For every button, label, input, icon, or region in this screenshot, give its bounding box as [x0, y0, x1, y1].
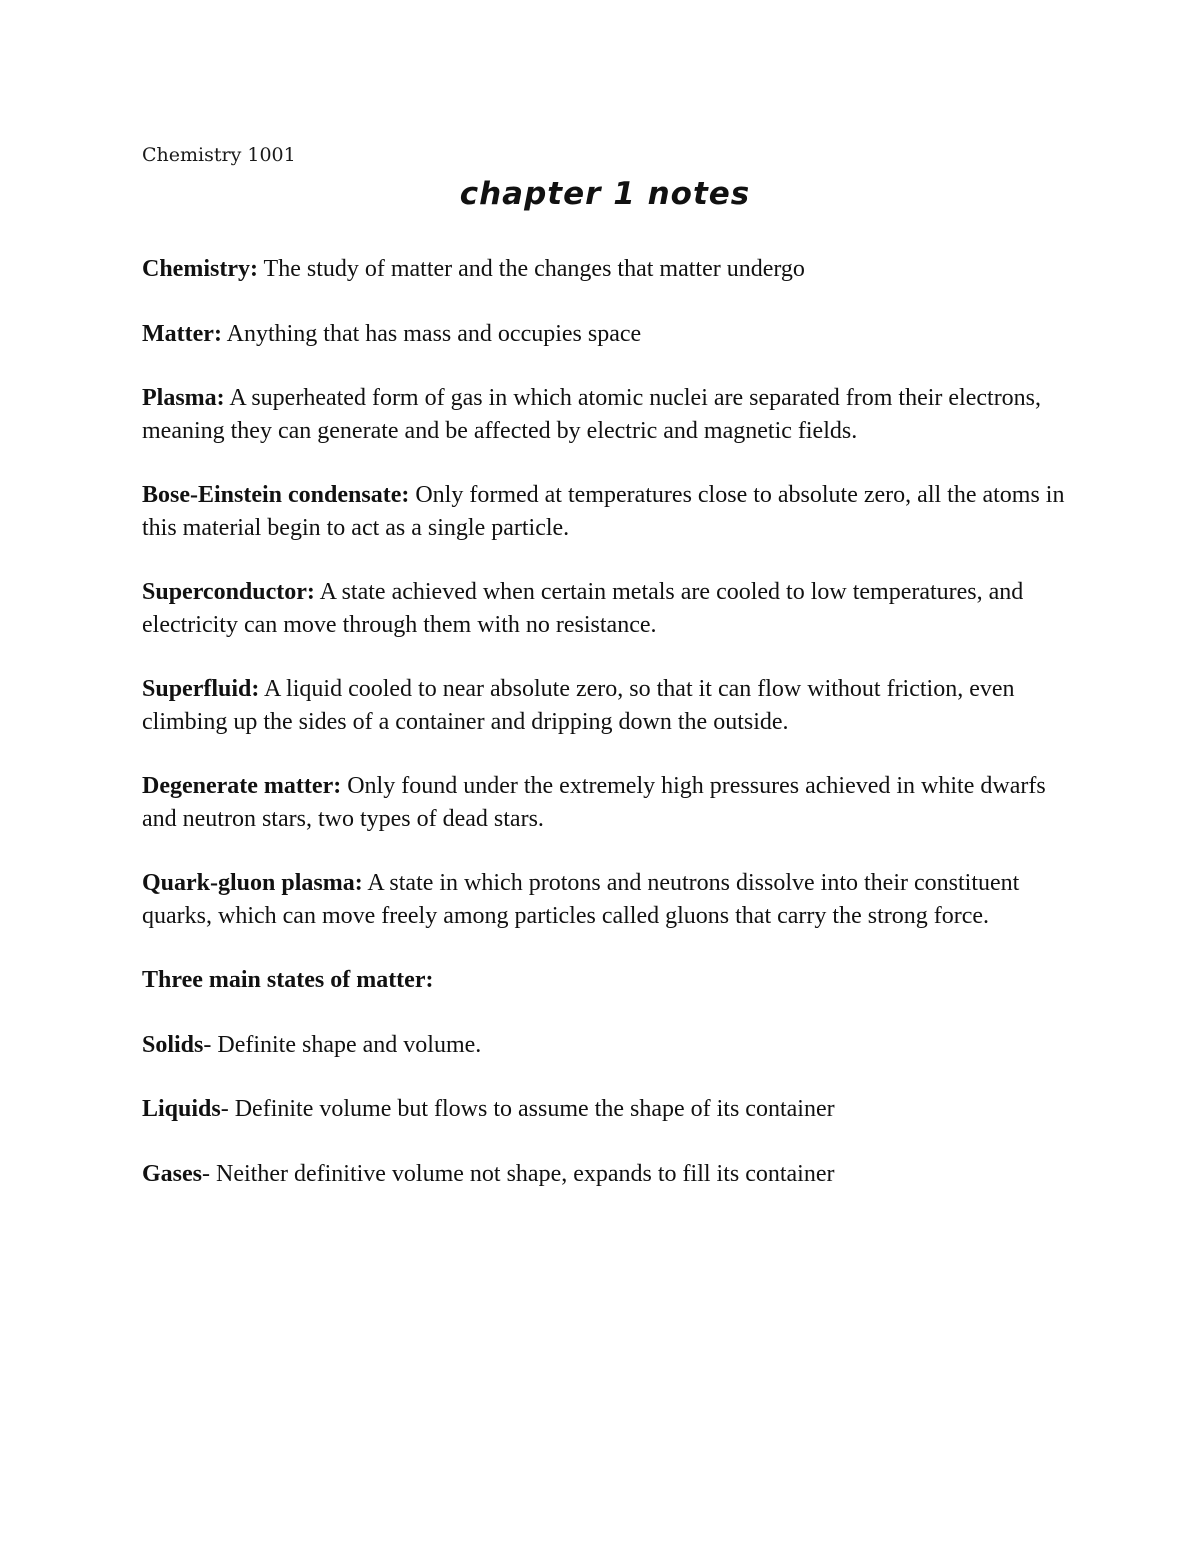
- note-definition: - Neither definitive volume not shape, expands to fill its container: [202, 1160, 835, 1187]
- note-entry-liquids: [142, 1093, 1072, 1126]
- note-definition: Anything that has mass and occupies space: [221, 320, 642, 347]
- note-definition: A state achieved when certain metals are cooled to low temperatures, and electricity can move through them with no resistance.: [142, 579, 1024, 638]
- note-entry-matter: [142, 318, 1072, 351]
- note-entry-chemistry: [142, 253, 1072, 286]
- note-entry-solids: [142, 1029, 1072, 1062]
- notes-list: [142, 253, 1072, 1222]
- note-term: Chemistry:: [142, 256, 258, 282]
- note-term: Superfluid:: [142, 676, 260, 702]
- note-definition: The study of matter and the changes that matter undergo: [257, 256, 805, 282]
- note-entry-bose-einstein: [142, 479, 1072, 544]
- note-term: Degenerate matter:: [142, 773, 342, 799]
- note-definition: A state in which protons and neutrons dissolve into their constituent quarks, which can move freely among particles called gluons that carry the strong force.: [142, 870, 1020, 929]
- note-definition: - Definite volume but flows to assume the shape of its container: [220, 1096, 835, 1122]
- note-term: Bose-Einstein condensate:: [142, 482, 410, 508]
- note-term: Matter:: [142, 320, 222, 347]
- page-title: chapter 1 notes: [459, 176, 751, 212]
- note-definition: - Definite shape and volume.: [203, 1031, 482, 1058]
- note-entry-quark-gluon-plasma: [142, 867, 1072, 932]
- section-heading: Three main states of matter:: [142, 967, 434, 993]
- note-definition: A superheated form of gas in which atomic nuclei are separated from their electrons, meaning they can generate and be affected by electric and magnetic fields.: [142, 385, 1042, 444]
- note-entry-gases: [142, 1158, 1072, 1191]
- note-term: Gases: [142, 1160, 202, 1187]
- note-entry-superconductor: [142, 576, 1072, 641]
- note-term: Superconductor:: [142, 579, 315, 605]
- note-entry-plasma: [142, 382, 1072, 447]
- note-entry-superfluid: [142, 673, 1072, 738]
- note-term: Plasma:: [142, 385, 225, 411]
- note-definition: A liquid cooled to near absolute zero, so that it can flow without friction, even climbing up the sides of a container and dripping down the outside.: [142, 676, 1015, 735]
- note-term: Quark-gluon plasma:: [142, 870, 363, 896]
- note-definition: Only formed at temperatures close to absolute zero, all the atoms in this material begin to act as a single particle.: [142, 482, 1065, 541]
- section-heading-states: [142, 964, 1072, 997]
- note-entry-degenerate-matter: [142, 770, 1072, 835]
- course-name: Chemistry 1001: [142, 144, 296, 166]
- note-term: Liquids: [142, 1096, 221, 1122]
- note-term: Solids: [142, 1031, 204, 1058]
- note-definition: Only found under the extremely high pressures achieved in white dwarfs and neutron stars, two types of dead stars.: [142, 773, 1046, 832]
